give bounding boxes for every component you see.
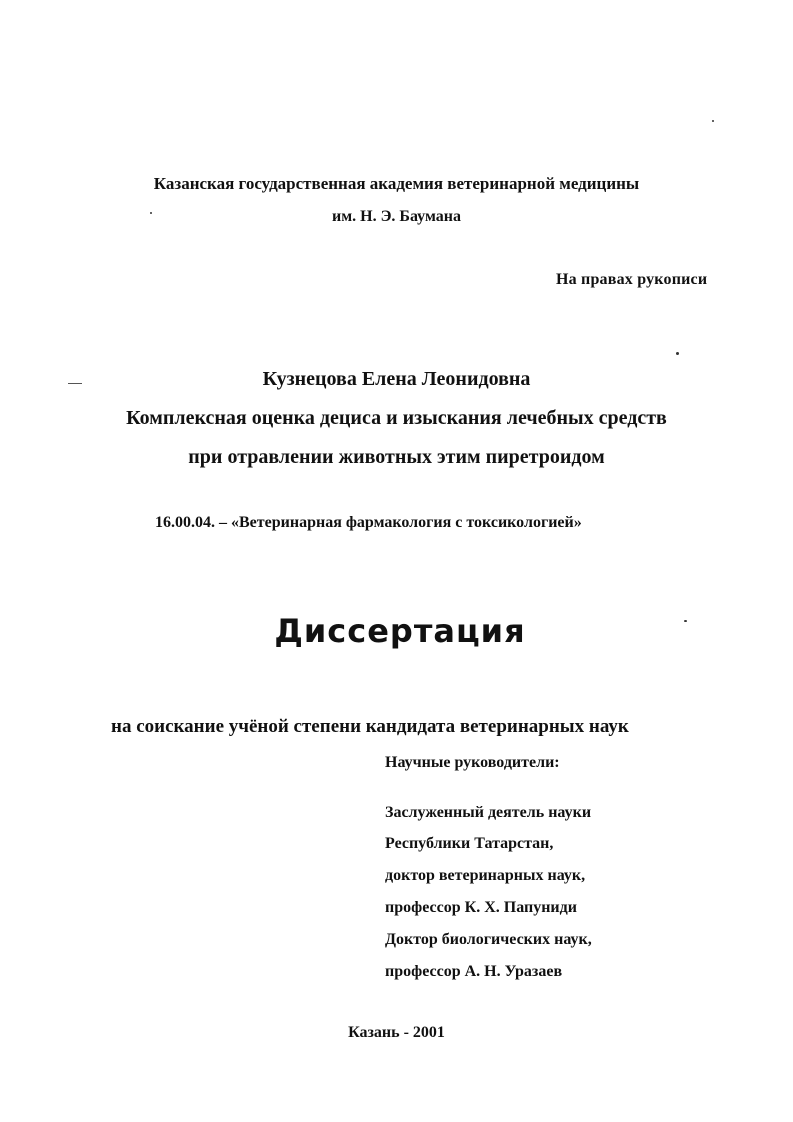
scan-speck [712,120,714,122]
rights-note: На правах рукописи [556,271,708,288]
advisor-line: Доктор биологических наук, [385,931,592,948]
work-title-line-2: при отравлении животных этим пиретроидом [188,446,605,468]
work-title-line-1: Комплексная оценка дециса и изыскания лечебных средств [126,407,667,429]
advisor-line: Республики Татарстан, [385,835,554,852]
scan-speck [676,352,679,355]
degree-line: на соискание учёной степени кандидата ветеринарных наук [111,716,629,737]
speciality-code: 16.00.04. – «Ветеринарная фармакология с токсикологией» [155,514,582,531]
advisor-line: профессор А. Н. Уразаев [385,963,563,980]
city-and-year: Казань - 2001 [348,1024,445,1041]
institution-honorific: им. Н. Э. Баумана [332,208,461,225]
document-type-heading: Диссертация [274,612,526,650]
advisor-line: доктор ветеринарных наук, [385,867,586,884]
institution-name: Казанская государственная академия ветеринарной медицины [153,174,640,193]
author-name: Кузнецова Елена Леонидовна [262,368,531,390]
advisors-heading: Научные руководители: [385,754,560,771]
advisor-line: профессор К. Х. Папуниди [385,899,577,916]
advisor-line: Заслуженный деятель науки [385,804,592,821]
